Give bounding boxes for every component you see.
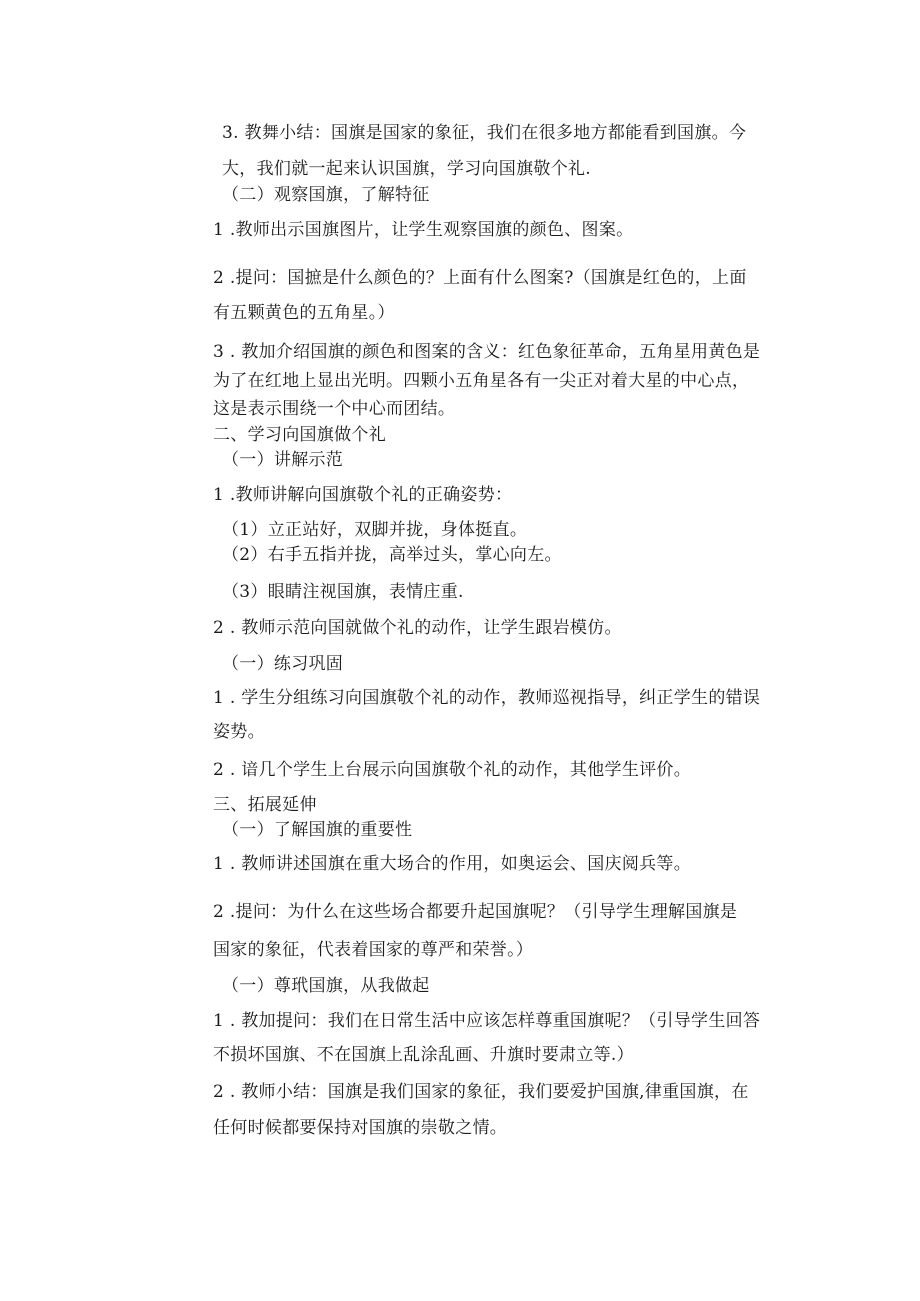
text-line: 3. 教舞小结：国旗是国家的象征，我们在很多地方都能看到国旗。今 (222, 123, 747, 143)
text-line: 有五颗黄色的五角星。） (213, 303, 395, 323)
section-subheading: （一）讲解示范 (222, 450, 344, 470)
list-item: （1）立正站好，双脚并拢，身体挺直。 (222, 520, 528, 540)
list-item: （3）眼睛注视国旗，表情庄重. (222, 582, 464, 602)
text-line: 2 . 谙几个学生上台展示向国旗敬个礼的动作，其他学生评价。 (213, 760, 692, 780)
text-line: 任何时候都要保持对国旗的崇敬之情。 (213, 1118, 508, 1138)
list-item: （2）右手五指并拢，高举过头，掌心向左。 (222, 545, 562, 565)
section-subheading: （一）尊玳国旗，从我做起 (222, 976, 430, 996)
section-heading: 二、学习向国旗做个礼 (213, 425, 386, 445)
text-line: 2 . 教师小结：国旗是我们国家的象征，我们要爱护国旗,律重国旗，在 (213, 1082, 749, 1102)
text-line: 1 .教师讲解向国旗敬个礼的正确姿势： (213, 485, 513, 505)
text-line: 2 . 教师示范向国就做个礼的动作，让学生跟岩模仿。 (213, 618, 622, 638)
text-line: 为了在红地上显出光明。四颗小五角星各有一尖正对着大星的中心点， (213, 371, 750, 391)
text-line: 1 . 学生分组练习向国旗敬个礼的动作，教师巡视指导，纠正学生的错误 (213, 688, 761, 708)
section-subheading: （二）观察国旗，了解特征 (222, 185, 430, 205)
text-line: 1 . 教加提问：我们在日常生活中应该怎样尊重国旗呢？（引导学生回答 (213, 1011, 761, 1031)
text-line: 国家的象征，代表着国家的尊严和荣誉。） (213, 940, 534, 960)
text-line: 2 .提问：国摭是什么颜色的？上面有什么图案?（国旗是红色的，上面 (213, 268, 747, 288)
text-line: 1 . 教师讲述国旗在重大场合的作用，如奥运会、国庆阅兵等。 (213, 854, 692, 874)
section-subheading: （一）练习巩固 (222, 654, 344, 674)
text-line: 2 .提问：为什么在这些场合都要升起国旗呢？（引导学生理解国旗是 (213, 902, 738, 922)
text-line: 姿势。 (213, 722, 265, 742)
text-line: 大，我们就一起来认识国旗，学习向国旗敬个礼. (222, 159, 592, 179)
section-subheading: （一）了解国旗的重要性 (222, 820, 413, 840)
text-line: 不损坏国旗、不在国旗上乱涂乱画、升旗时要肃立等.） (213, 1045, 634, 1065)
text-line: 3 . 教加介绍国旗的颜色和图案的含义：红色象征革命，五角星用黄色是 (213, 342, 761, 362)
text-line: 1 .教师出示国旗图片，让学生观察国旗的颜色、图案。 (213, 220, 634, 240)
section-heading: 三、拓展延伸 (213, 795, 317, 815)
text-line: 这是表示围绕一个中心而团结。 (213, 399, 456, 419)
